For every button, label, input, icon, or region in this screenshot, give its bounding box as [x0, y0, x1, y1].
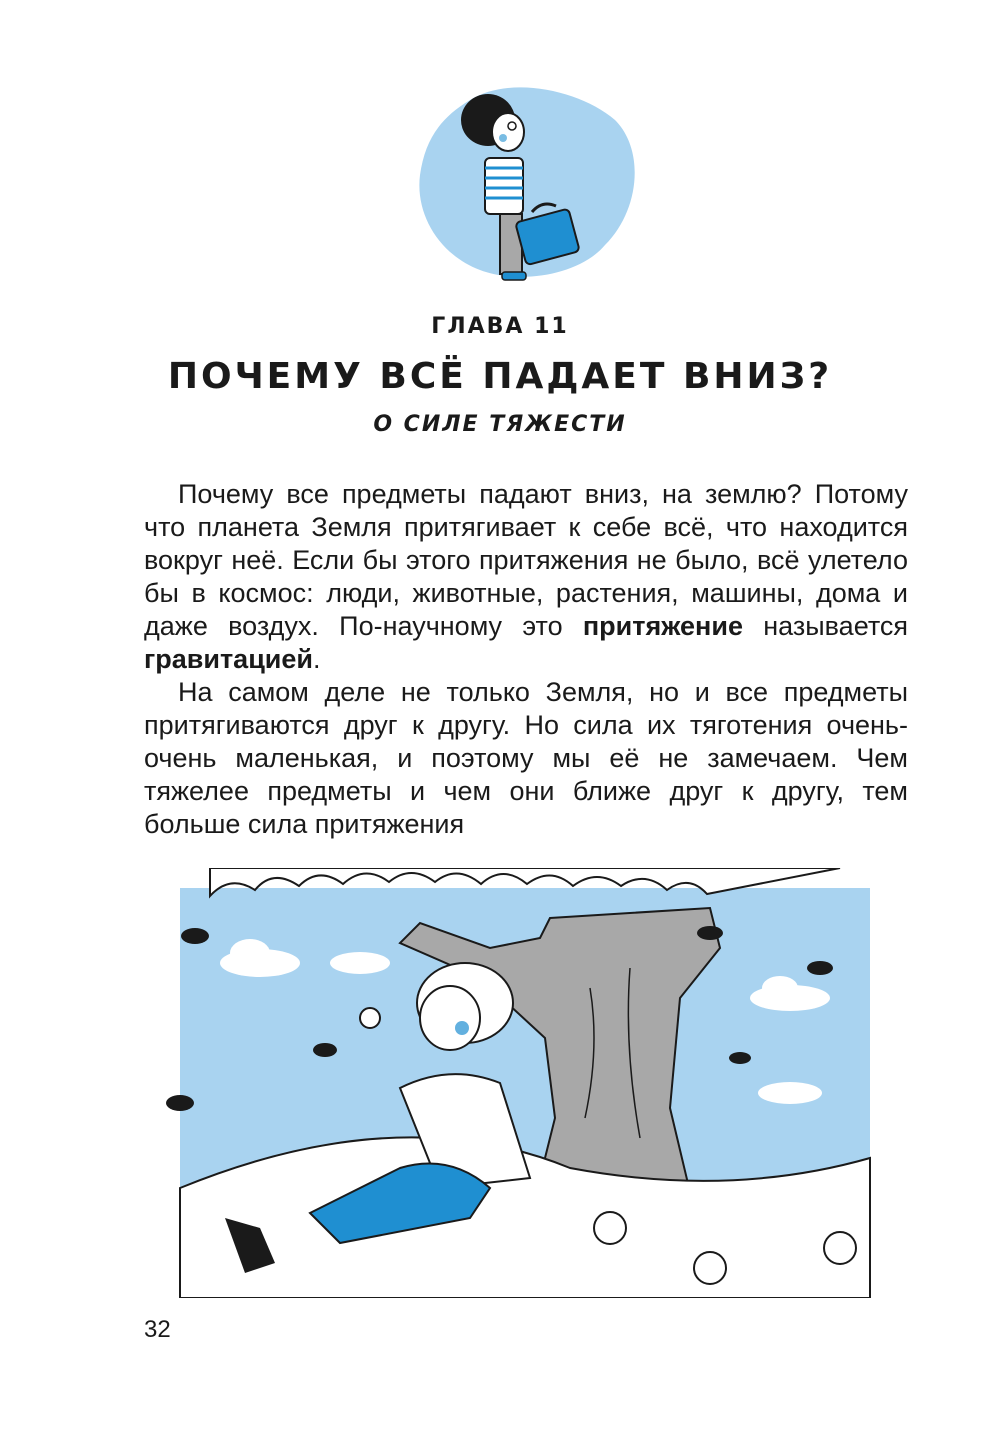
chapter-label: ГЛАВА 11 — [431, 314, 569, 339]
page-number: 32 — [144, 1316, 171, 1343]
body-text — [144, 478, 908, 841]
newton-apple-tree-illustration — [150, 868, 900, 1298]
sky-background — [180, 888, 870, 1188]
boy-shirt — [485, 158, 523, 214]
chapter-title: ПОЧЕМУ ВСЁ ПАДАЕТ ВНИЗ? — [167, 356, 833, 397]
paragraph-2: На самом деле не только Земля, но и все предметы притягиваются друг к другу. Но сила их тяготения очень-очень маленькая, и поэтому мы её не замечаем. Чем тяжелее предметы и чем они ближе друг к другу, тем больше сила притяжения — [144, 677, 908, 839]
term-gravity: гравитацией — [144, 644, 314, 674]
term-attraction: притяжение — [582, 611, 743, 641]
paragraph-1: Почему все предметы падают вниз, на землю? Потому что планета Земля притягивает к себе всё, что находится вокруг неё. Если бы этого притяжения не было, всё улетело бы в космос: люди, животные, растения, машины, дома и даже воздух. По-научному это притяжение называется гравитацией. — [144, 479, 908, 674]
chapter-subtitle: О СИЛЕ ТЯЖЕСТИ — [373, 412, 627, 437]
boy-with-suitcase-illustration — [400, 80, 650, 290]
boy-shoes — [502, 272, 526, 280]
newton-face — [420, 986, 480, 1050]
boy-face — [492, 113, 524, 151]
apple-in-hand-icon — [360, 1008, 380, 1028]
